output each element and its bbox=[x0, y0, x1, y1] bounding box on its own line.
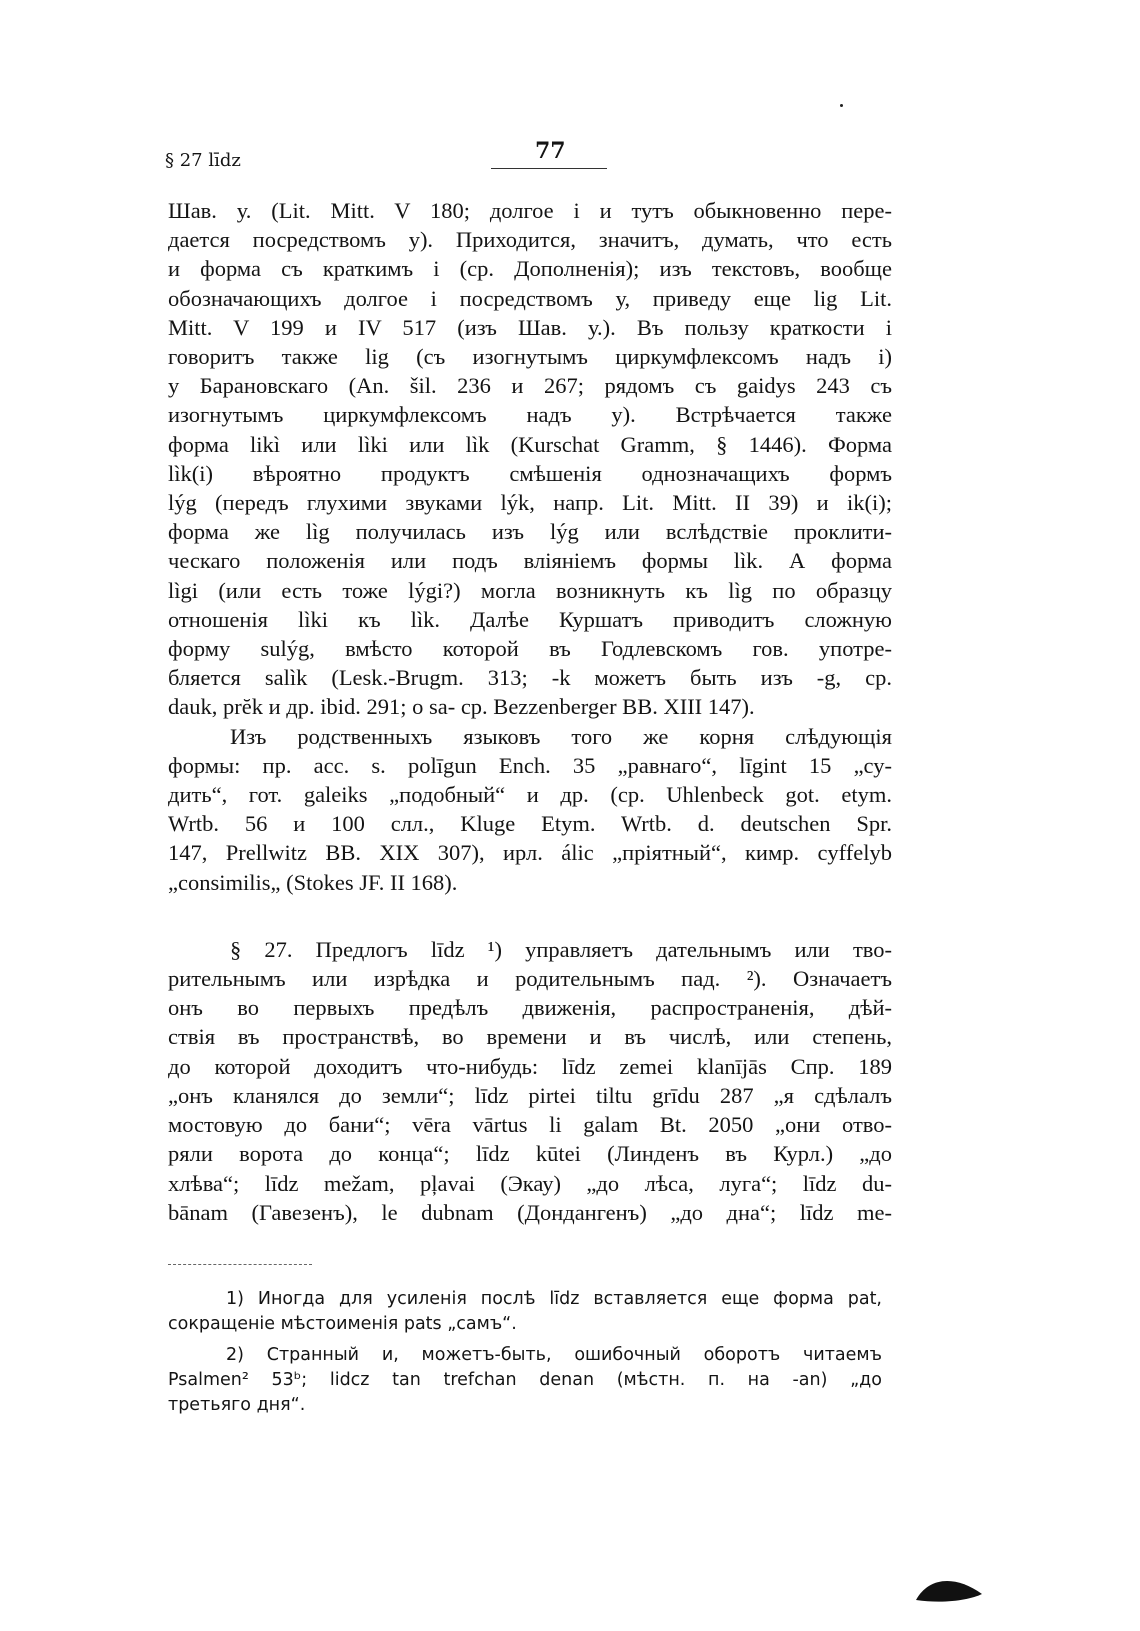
text-line: форма likì или lìki или lìk (Kurschat Gramm, § 1446). Форма bbox=[168, 431, 892, 457]
text-line: говоритъ также lig (съ изогнутымъ циркумфлексомъ надъ i) bbox=[168, 344, 892, 370]
paragraph-1 bbox=[168, 196, 892, 722]
text-line: ряли ворота до конца“; līdz kūtei (Линденъ въ Курл.) „до bbox=[168, 1141, 892, 1167]
text-line: онъ во первыхъ предѣлъ движенія, распространенія, дѣй- bbox=[168, 995, 892, 1021]
page-speck bbox=[840, 104, 843, 107]
text-line: „онъ кланялся до земли“; līdz pirtei tiltu grīdu 287 „я сдѣлалъ bbox=[168, 1082, 892, 1108]
footnote-line: 2) Странный и, можетъ-быть, ошибочный оборотъ читаемъ bbox=[226, 1345, 882, 1365]
text-line: Изъ родственныхъ языковъ того же корня слѣдующія bbox=[230, 723, 892, 749]
text-line: „consimilis„ (Stokes JF. II 168). bbox=[168, 869, 458, 895]
text-line: форма же lìg получилась изъ lýg или вслѣдствіе проклити- bbox=[168, 519, 892, 545]
text-line: формы: пр. acc. s. polīgun Ench. 35 „равнаго“, līgint 15 „су- bbox=[168, 752, 892, 778]
header-rule bbox=[491, 168, 607, 169]
text-line: lìk(i) вѣроятно продуктъ смѣшенія однозначащихъ формъ bbox=[168, 460, 892, 486]
text-line: и форма съ краткимъ i (ср. Дополненія); изъ текстовъ, вообще bbox=[168, 256, 892, 282]
text-line: дается посредствомъ у). Приходится, значитъ, думать, что есть bbox=[168, 227, 892, 253]
footnote-line: Psalmen² 53ᵇ; lidcz tan trefchan denan (мѣстн. п. на -an) „до bbox=[168, 1370, 882, 1390]
footnote-line: 1) Иногда для усиленія послѣ līdz вставляется еще форма pat, bbox=[226, 1289, 882, 1309]
text-line: форму sulýg, вмѣсто которой въ Годлевскомъ гов. употре- bbox=[168, 636, 892, 662]
text-line: бляется salìk (Lesk.-Brugm. 313; -k можетъ быть изъ -g, ср. bbox=[168, 665, 892, 691]
body-text bbox=[168, 196, 892, 1227]
text-line: отношенія lìki къ lìk. Далѣе Куршатъ приводитъ сложную bbox=[168, 606, 892, 632]
footnotes bbox=[168, 1287, 882, 1418]
footnote-line: сокращеніе мѣстоименія pats „самъ“. bbox=[168, 1314, 517, 1334]
text-line: Mitt. V 199 и IV 517 (изъ Шав. у.). Въ пользу краткости i bbox=[168, 314, 892, 340]
text-line: lýg (передъ глухими звуками lýk, напр. Lit. Mitt. II 39) и ik(i); bbox=[168, 490, 892, 516]
footnote-rule bbox=[168, 1264, 312, 1265]
text-line: 147, Prellwitz BB. XIX 307), ирл. álic „пріятный“, кимр. cyffelyb bbox=[168, 840, 892, 866]
text-line: lìgi (или есть тоже lýgi?) могла возникнуть къ lìg по образцу bbox=[168, 577, 892, 603]
text-line: до которой доходитъ что-нибудь: līdz zemei klanījās Спр. 189 bbox=[168, 1053, 892, 1079]
page-smudge bbox=[914, 1574, 984, 1604]
text-line: рительнымъ или изрѣдка и родительнымъ пад. ²). Означаетъ bbox=[168, 966, 892, 992]
text-line: хлѣва“; līdz mežam, pļavai (Экау) „до лѣса, луга“; līdz du- bbox=[168, 1170, 892, 1196]
text-line: ческаго положенія или подъ вліяніемъ формы lìk. А форма bbox=[168, 548, 892, 574]
section-heading-line: § 27. Предлогъ līdz ¹) управляетъ дательнымъ или тво- bbox=[230, 936, 892, 962]
section-gap bbox=[168, 897, 892, 935]
running-head: § 27 līdz bbox=[165, 150, 241, 171]
text-line: мостовую до бани“; vēra vārtus li galam Bt. 2050 „они отво- bbox=[168, 1112, 892, 1138]
text-line: у Барановскаго (An. šil. 236 и 267; рядомъ съ gaidys 243 съ bbox=[168, 373, 892, 399]
text-line: дить“, гот. galeiks „подобный“ и др. (ср. Uhlenbeck got. etym. bbox=[168, 782, 892, 808]
paragraph-section-27 bbox=[168, 935, 892, 1227]
text-line: bānam (Гавезенъ), le dubnam (Дондангенъ) „до дна“; līdz me- bbox=[168, 1199, 892, 1225]
page-number: 77 bbox=[535, 138, 566, 164]
text-line: Шав. у. (Lit. Mitt. V 180; долгое i и тутъ обыкновенно пере- bbox=[168, 198, 892, 223]
text-line: ствія въ пространствѣ, во времени и въ числѣ, или степень, bbox=[168, 1024, 892, 1050]
text-line: изогнутымъ циркумфлексомъ надъ у). Встрѣчается также bbox=[168, 402, 892, 428]
text-line: обозначающихъ долгое i посредствомъ у, приведу еще lig Lit. bbox=[168, 285, 892, 311]
paragraph-2 bbox=[168, 722, 892, 897]
page-header bbox=[165, 138, 925, 190]
text-line: dauk, prĕk и др. ibid. 291; o sa- ср. Bezzenberger BB. XIII 147). bbox=[168, 694, 755, 720]
footnote-line: третьяго дня“. bbox=[168, 1395, 306, 1415]
text-line: Wrtb. 56 и 100 слл., Kluge Etym. Wrtb. d. deutschen Spr. bbox=[168, 811, 892, 837]
